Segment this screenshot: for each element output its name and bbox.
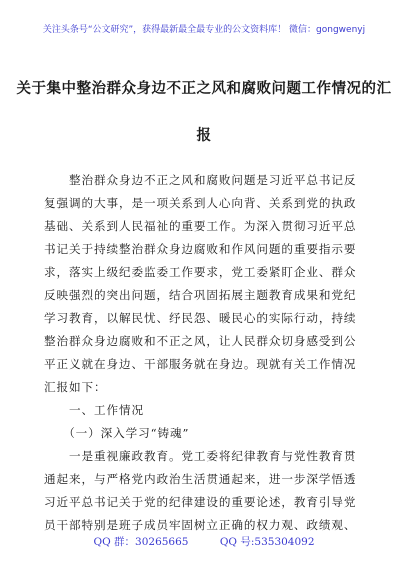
footer-contact (0, 534, 408, 549)
body-line: 汇报如下： (44, 380, 107, 394)
body-line: 通起来，与严格党内政治生活贯通起来，进一步深学悟透 (44, 472, 357, 486)
subsection-heading: （一）深入学习“铸魂” (44, 426, 190, 440)
footer-qq-number: QQ 号:535304092 (219, 536, 315, 548)
body-line: 整治群众身边腐败和不正之风，让人民群众切身感受到公 (44, 334, 357, 348)
body-line: 习近平总书记关于党的纪律建设的重要论述，教育引导党 (44, 495, 357, 509)
body-line: 求，落实上级纪委监委工作要求，党工委紧盯企业、群众 (44, 265, 357, 279)
body-line: 员干部特别是班子成员牢固树立正确的权力观、政绩观、 (44, 518, 357, 532)
body-line: 反映强烈的突出问题，结合巩固拓展主题教育成果和党纪 (44, 288, 357, 302)
body-line: 基础、关系到人民福祉的重要工作。为深入贯彻习近平总 (44, 219, 357, 233)
body-line: 学习教育，以解民忧、纾民怨、暖民心的实际行动，持续 (44, 311, 357, 325)
section-heading: 一、工作情况 (44, 403, 144, 417)
document-title-line-1: 关于集中整治群众身边不正之风和腐败问题工作情况的汇 (16, 81, 392, 97)
document-title-line-2: 报 (196, 128, 212, 144)
body-line: 书记关于持续整治群众身边腐败和作风问题的重要指示要 (44, 242, 357, 256)
body-line: 复强调的大事，是一项关系到人心向背、关系到党的执政 (44, 196, 357, 210)
footer-qq-group: QQ 群：30265665 (93, 536, 189, 548)
body-line: 一是重视廉政教育。党工委将纪律教育与党性教育贯 (44, 449, 357, 463)
body-line: 平正义就在身边、干部服务就在身边。现就有关工作情况 (44, 357, 357, 371)
body-line: 整治群众身边不正之风和腐败问题是习近平总书记反 (44, 173, 357, 187)
header-note: 关注头条号“公文研究”，获得最新最全最专业的公文资料库！ 微信：gongwenyj (42, 25, 366, 35)
